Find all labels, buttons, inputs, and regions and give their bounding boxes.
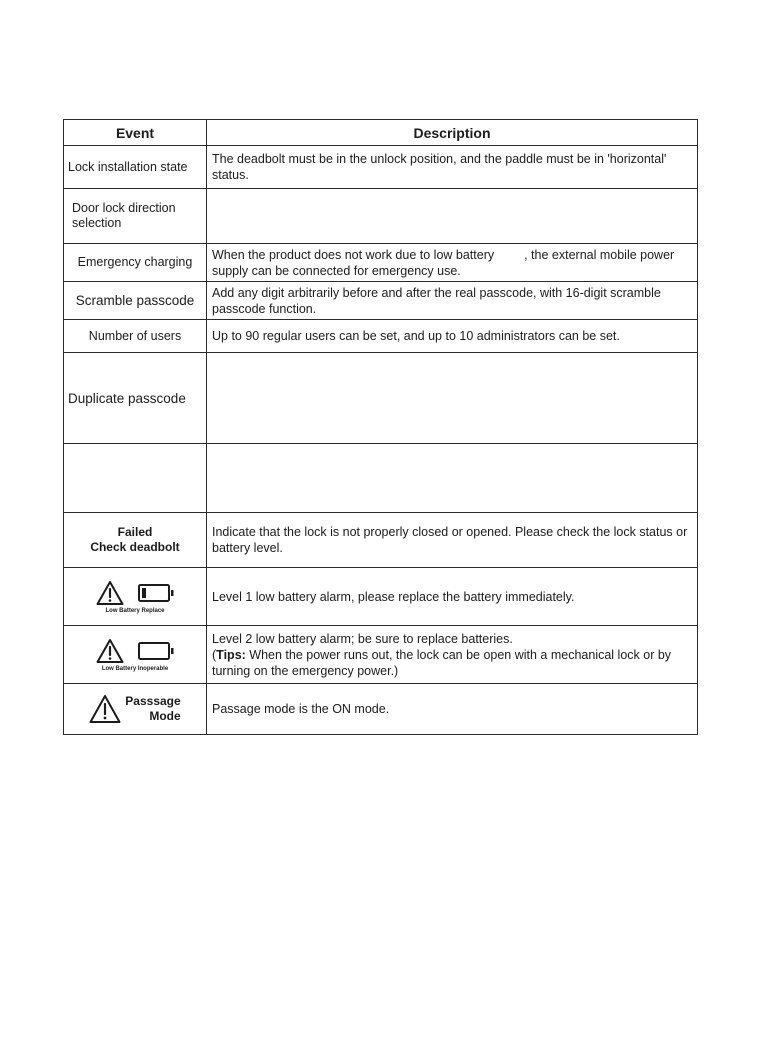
description-cell: [207, 244, 698, 282]
table-row: [64, 353, 698, 444]
header-description: Description: [207, 120, 698, 146]
table-row: [64, 444, 698, 513]
event-cell: Number of users: [64, 320, 207, 353]
table-row: [64, 684, 698, 735]
event-cell: [64, 684, 207, 735]
event-cell: Scramble passcode: [64, 282, 207, 320]
warning-triangle-icon: [96, 580, 124, 606]
table-row: [64, 146, 698, 189]
table-row: [64, 189, 698, 244]
description-part: , the external mobile power supply can be connected for emergency use.: [212, 247, 675, 278]
icon-caption: Low Battery Replace: [105, 607, 165, 614]
event-line: Mode: [149, 709, 181, 723]
tips-label: Tips:: [216, 647, 246, 662]
description-cell: The deadbolt must be in the unlock position, and the paddle must be in 'horizontal' status.: [207, 146, 698, 189]
description-cell: [207, 444, 698, 513]
table-row: [64, 282, 698, 320]
description-cell: [207, 353, 698, 444]
description-cell: Up to 90 regular users can be set, and up to 10 administrators can be set.: [207, 320, 698, 353]
battery-low-icon: [138, 584, 174, 602]
event-cell: Door lock direction selection: [64, 189, 207, 244]
description-line: Level 2 low battery alarm; be sure to replace batteries.: [212, 631, 513, 646]
description-tips: (Tips: When the power runs out, the lock can be open with a mechanical lock or by turning on the emergency power.): [212, 647, 672, 678]
description-part: When the product does not work due to low battery: [212, 247, 495, 262]
event-cell: Emergency charging: [64, 244, 207, 282]
event-line: Passsage: [125, 694, 181, 708]
header-event: Event: [64, 120, 207, 146]
event-cell: Duplicate passcode: [64, 353, 207, 444]
event-cell: [64, 568, 207, 626]
event-table: [63, 119, 698, 735]
battery-empty-icon: [138, 642, 174, 660]
event-cell: [64, 626, 207, 684]
description-cell: [207, 189, 698, 244]
description-cell: Add any digit arbitrarily before and after the real passcode, with 16-digit scramble passcode function.: [207, 282, 698, 320]
description-cell: [207, 626, 698, 684]
tips-text: When the power runs out, the lock can be open with a mechanical lock or by turning on the emergency power.): [212, 647, 672, 678]
event-cell: [64, 513, 207, 568]
description-cell: Indicate that the lock is not properly closed or opened. Please check the lock status or battery level.: [207, 513, 698, 568]
table-row: [64, 244, 698, 282]
icon-caption: Low Battery Inoperable: [101, 665, 169, 672]
description-cell: Level 1 low battery alarm, please replace the battery immediately.: [207, 568, 698, 626]
event-line: Failed: [117, 525, 153, 539]
table-header-row: [64, 120, 698, 146]
table-row: [64, 513, 698, 568]
description-cell: Passage mode is the ON mode.: [207, 684, 698, 735]
table-row: [64, 320, 698, 353]
event-cell: Lock installation state: [64, 146, 207, 189]
table-row: [64, 568, 698, 626]
event-line: Check deadbolt: [90, 540, 180, 554]
table-row: [64, 626, 698, 684]
event-cell: [64, 444, 207, 513]
warning-triangle-icon: [96, 638, 124, 664]
warning-triangle-icon: [89, 694, 121, 724]
